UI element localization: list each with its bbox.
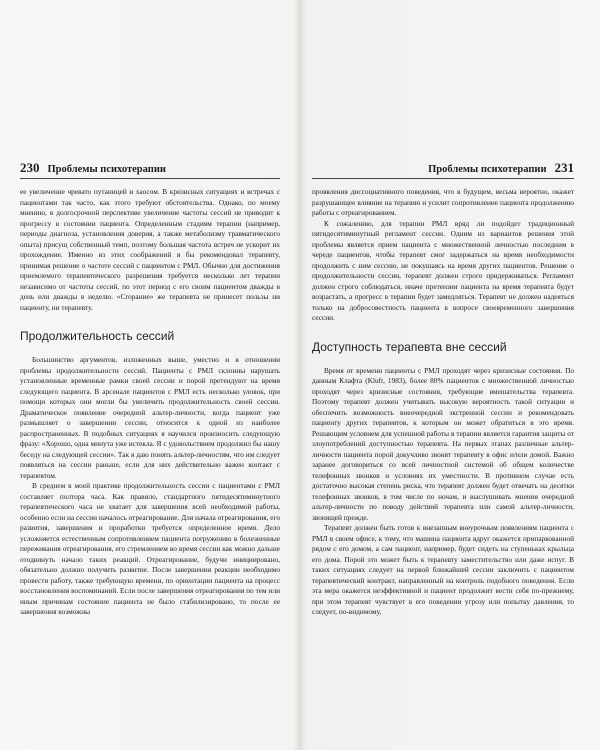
running-head-left: Проблемы психотерапии [47,164,166,175]
page-number-left: 230 [20,160,40,175]
section-heading-therapist-availability: Доступность терапевта вне сессий [312,339,507,354]
running-header-left [20,160,280,179]
body-paragraph: Терапевт должен быть готов к внезапным внеурочным появлениям пациента с РМЛ в своем офисе, к тому, что машина пациента вдруг окажется припаркованной рядом с его домом, а сам пациент, например, будет сидеть на ступеньках крыльца его дома. Порой это может быть к терапевту заместительство или даже испуг. В таких ситуациях следует на первой ближайшей сессии заключить с пациентом терапевтический контракт, направленный на контроль подобного поведения. Если эта мера окажется неэффективной и пациент продолжит вести себя по-прежнему, при этом терапевт чувствует в его поведении угрозу или попытку давления, то следует, по-видимому, [312,523,574,616]
body-paragraph: ее увеличение чревато путаницей и хаосом. В кризисных ситуациях и встречах с пациентами так часто, как этого требуют обстоятельства. Однако, по моему мнению, в долгосрочной перспективе увеличение частоты сессий не приводит к прогрессу в состоянии пациента. Определенным стадиям терапии (например, периоды диагноза, установления доверия, а также метаболизму травматического опыта) присущ собственный темп, поэтому большая частота встреч не ускорит их прохождение. Именно из этих соображений я бы рекомендовал терапевту, принимая решение о частоте сессий с пациентом с РМЛ. Обычно для достижения приемлемого терапевтического разрешения требуется несколько лет терапии независимо от частоты сессий, по этот период с его своим пациентом дважды в день или дважды в неделю. «Сгорание» же терапевта не принесет пользы ни пациенту, ни терапевту. [20,187,280,312]
body-paragraph: проявления диссоциативного поведения, что в будущем, весьма вероятно, окажет разрушающее влияние на терапию и усилит сопротивление пациента продолжению работы с отреагированием. [312,187,574,217]
running-header-right [312,160,574,179]
body-paragraph: Время от времени пациенты с РМЛ проходят через кризисные состояния. По данным Клафта (Kluft, 1983), более 80% пациентов с множественной личностью проходят через кризисные состояния, требующие вмешательства терапевта. Поэтому терапевт должен учитывать высокую вероятность такой ситуации и обеспечить возможность внеочередной экстренной сессии и рекомендовать пациенту других терапевтов, к которым он может обратиться в это время. Решающим условием для успешной работы в терапии является гарантия защиты от злоупотреблений доступностью терапевта. На первых этапах различные альтер-личности пациента порой докучливо звонят терапевту в офис и/или домой. Важно заранее договориться со всей личностной системой об общем количестве телефонных звонков и условиях их уместности. В противном случае есть достаточно высокая степень риска, что терапевт должен будет отвечать на десятки телефонных звонков, в том числе по ночам, и выслушивать мнения очередной альтер-личности по поводу действий терапевта или самой альтер-личности, звонящей прежде. [312,365,574,522]
right-page [312,160,574,618]
section-heading-session-length: Продолжительность сессий [20,329,175,343]
body-paragraph: В среднем в моей практике продолжительность сессии с пациентами с РМЛ составляет полтора часа. Как правило, стандартного пятидесятиминутного терапевтического часа не хватает для завершения всей необходимой работы, особенно если на сессии началось отреагирование. Для начала отреагирования, его развития, завершения и проработки требуется определенное время. Дело усложняется естественным сопротивлением пациента погружению в болезненные переживания отреагирования, его стремлением во время сессии как можно дальше отодвинуть начало таких реакций. Отреагирование, будучи инициировано, обязательно должно получить развитие. После завершения реакции необходимо провести работу, также требующую времени, по ориентации пациента на процесс восстановления воспоминаний. Если после завершения отреагирования по тем или иным причинам состояние пациента не было стабилизировано, то после ее завершения возможны [20,481,280,616]
body-paragraph: К сожалению, для терапии РМЛ вряд ли подойдет традиционный пятидесятиминутный регламент сессии. Одним из вариантов решения этой проблемы является прием пациента с множественной личностью последним в череде пациентов, чтобы терапевт смог задержаться на время необходимости продолжить с ним сессию, не покушаясь на время других пациентов. Решение о продолжительности сессии, терапевт должен строго придерживаться. Регламент должен строго соблюдаться, иначе претензии пациента на время терапевта будут возрастать, а прогресс в терапии будет замедляться. Терапевт не должен надеяться только на добросовестность пациента в вопросе своевременного завершения сессии. [312,218,574,322]
left-page [20,160,280,618]
body-paragraph: Большинство аргументов, изложенных выше, уместно и в отношении проблемы продолжительности сессий. Пациенты с РМЛ склонны нарушать установленные временные рамки своей сессии и порой претендуют на время следующего пациента. В арсенале пациентов с РМЛ есть несколько уловок, при помощи которых они могли бы увеличить продолжительность своей сессии. Драматическое появление очередной альтер-личности, когда пациент уже размышляет о завершении сессии, относится к одной из наиболее распространенных. В подобных ситуациях я научился произносить следующую фразу: «Хорошо, одна минута уже истекла. Я с удовольствием продолжил бы нашу беседу на следующей сессии». Так я даю понять альтер-личностям, что им следует появляться на сессии раньше, если для них действительно важен контакт с терапевтом. [20,355,280,480]
page-number-right: 231 [554,160,574,175]
running-head-right: Проблемы психотерапии [428,164,547,175]
